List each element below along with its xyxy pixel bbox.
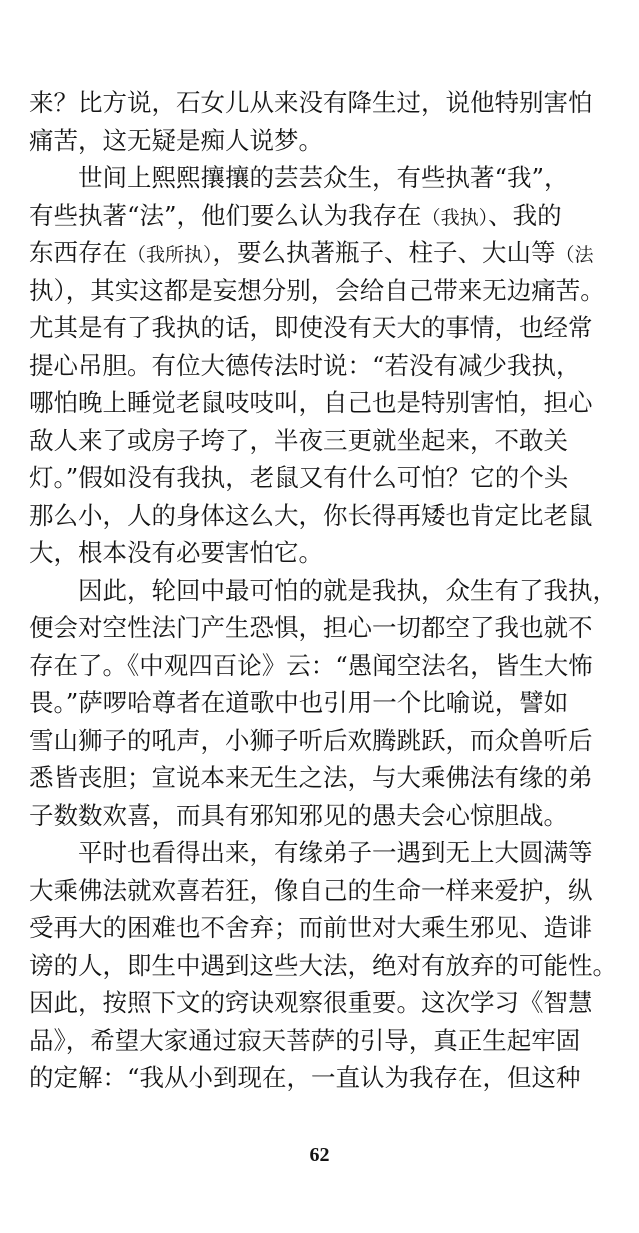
text-line-17: 畏。”萨啰哈尊者在道歌中也引用一个比喻说，譬如 (29, 688, 569, 717)
text-line-5 (29, 234, 629, 272)
text-line-27: 的定解：“我从小到现在，一直认为我存在，但这种 (29, 1063, 581, 1092)
text-line-9: 哪怕晚上睡觉老鼠吱吱叫，自己也是特别害怕，担心 (29, 388, 593, 417)
text-line-6: 执），其实这都是妄想分别，会给自己带来无边痛苦。 (29, 275, 605, 305)
inline-note-wo-zhi: （我执） (421, 206, 489, 229)
text-line-24: 谤的人，即生中遇到这些大法，绝对有放弃的可能性。 (29, 950, 617, 980)
text-line-19: 悉皆丧胆；宣说本来无生之法，与大乘佛法有缘的弟 (29, 763, 593, 792)
text-line-14: 因此，轮回中最可怕的就是我执，众生有了我执， (78, 575, 617, 605)
text-line-26: 品》，希望大家通过寂天菩萨的引导，真正生起牢固 (29, 1025, 581, 1055)
text-line-25: 因此，按照下文的窍诀观察很重要。这次学习《智慧 (29, 988, 593, 1017)
text-line-13: 大，根本没有必要害怕它。 (29, 538, 323, 567)
page-number: 62 (309, 1144, 330, 1166)
text-line-18: 雪山狮子的吼声，小狮子听后欢腾跳跃，而众兽听后 (29, 725, 593, 755)
text-line-10: 敌人来了或房子垮了，半夜三更就坐起来，不敢关 (29, 425, 568, 455)
text-line-1: 来？比方说，石女儿从来没有降生过，说他特别害怕 (29, 88, 593, 117)
text-line-11: 灯。”假如没有我执，老鼠又有什么可怕？它的个头 (29, 463, 569, 492)
inline-note-wo-suo-zhi: （我所执） (127, 244, 213, 266)
text-line-7: 尤其是有了我执的话，即使没有天大的事情，也经常 (29, 313, 593, 342)
text-line-16: 存在了。《中观四百论》云：“愚闻空法名，皆生大怖 (29, 650, 593, 680)
text-line-4-tail: 、我的 (488, 200, 562, 230)
text-line-3: 世间上熙熙攘攘的芸芸众生，有些执著“我”， (78, 163, 569, 192)
text-line-5-mid: ，要么执著瓶子、柱子、大山等 (212, 238, 556, 267)
text-line-4-main: 有些执著“法”，他们要么认为我存在 (29, 200, 422, 230)
text-line-8: 提心吊胆。有位大德传法时说：“若没有减少我执， (29, 350, 581, 380)
inline-note-fa-zhi: （法 (555, 244, 594, 266)
text-line-21: 平时也看得出来，有缘弟子一遇到无上大圆满等 (78, 838, 593, 867)
text-line-23: 受再大的困难也不舍弃；而前世对大乘生邪见、造诽 (29, 913, 593, 942)
text-line-4 (29, 197, 629, 235)
text-line-22: 大乘佛法就欢喜若狂，像自己的生命一样来爱护，纵 (29, 875, 593, 905)
text-line-5-main: 东西存在 (29, 238, 127, 267)
text-line-15: 便会对空性法门产生恐惧，担心一切都空了我也就不 (29, 613, 593, 642)
text-line-20: 子数数欢喜，而具有邪知邪见的愚夫会心惊胆战。 (29, 800, 568, 830)
book-page-text (29, 84, 629, 1097)
text-line-2: 痛苦，这无疑是痴人说梦。 (29, 125, 323, 155)
text-line-12: 那么小，人的身体这么大，你长得再矮也肯定比老鼠 (29, 500, 593, 530)
